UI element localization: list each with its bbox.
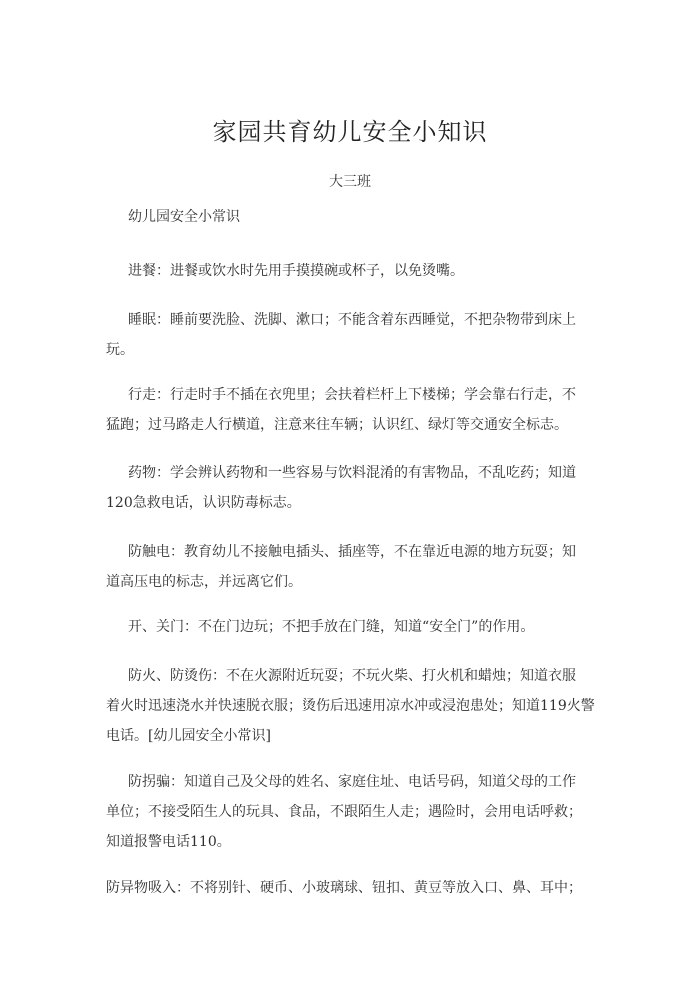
paragraph-doors <box>106 612 590 642</box>
document-title: 家园共育幼儿安全小知识 <box>212 118 488 146</box>
text-line: 120急救电话，认识防毒标志。 <box>106 495 301 511</box>
document-subtitle: 大三班 <box>329 174 371 190</box>
paragraph-heading <box>106 202 590 232</box>
text-line: 猛跑；过马路走人行横道，注意来往车辆；认识红、绿灯等交通安全标志。 <box>106 417 568 433</box>
paragraph-fire <box>106 661 595 751</box>
text-line: 电话。[幼儿园安全小常识] <box>106 728 271 744</box>
text-line: 睡眠：睡前要洗脸、洗脚、漱口；不能含着东西睡觉，不把杂物带到床上 <box>128 312 576 328</box>
text-line: 道高压电的标志，并远离它们。 <box>106 574 302 590</box>
text-line: 进餐：进餐或饮水时先用手摸摸碗或杯子，以免烫嘴。 <box>128 263 464 279</box>
paragraph-eating <box>106 256 590 286</box>
text-line: 防拐骗：知道自己及父母的姓名、家庭住址、电话号码，知道父母的工作 <box>128 774 576 790</box>
text-line: 行走：行走时手不插在衣兜里；会扶着栏杆上下楼梯；学会靠右行走，不 <box>128 387 576 403</box>
paragraph-foreign-objects <box>106 873 590 903</box>
text-line: 玩。 <box>106 342 134 358</box>
paragraph-walking <box>106 380 590 440</box>
text-line: 知道报警电话110。 <box>106 834 231 850</box>
paragraph-abduction <box>106 767 590 857</box>
text-line: 防火、防烫伤：不在火源附近玩耍；不玩火柴、打火机和蜡烛；知道衣服 <box>128 668 576 684</box>
text-line: 幼儿园安全小常识 <box>128 209 240 225</box>
text-line: 防触电：教育幼儿不接触电插头、插座等，不在靠近电源的地方玩耍；知 <box>128 544 576 560</box>
text-line: 药物：学会辨认药物和一些容易与饮料混淆的有害物品，不乱吃药；知道 <box>128 465 576 481</box>
paragraph-sleeping <box>106 305 590 365</box>
paragraph-medicine <box>106 458 590 518</box>
paragraph-electricity <box>106 537 590 597</box>
text-line: 防异物吸入：不将别针、硬币、小玻璃球、钮扣、黄豆等放入口、鼻、耳中； <box>106 880 582 896</box>
text-line: 单位；不接受陌生人的玩具、食品，不跟陌生人走；遇险时，会用电话呼救； <box>106 804 582 820</box>
text-line: 开、关门：不在门边玩；不把手放在门缝，知道“安全门”的作用。 <box>128 619 535 635</box>
text-line: 着火时迅速浇水并快速脱衣服；烫伤后迅速用凉水冲或浸泡患处；知道119火警 <box>106 698 595 714</box>
